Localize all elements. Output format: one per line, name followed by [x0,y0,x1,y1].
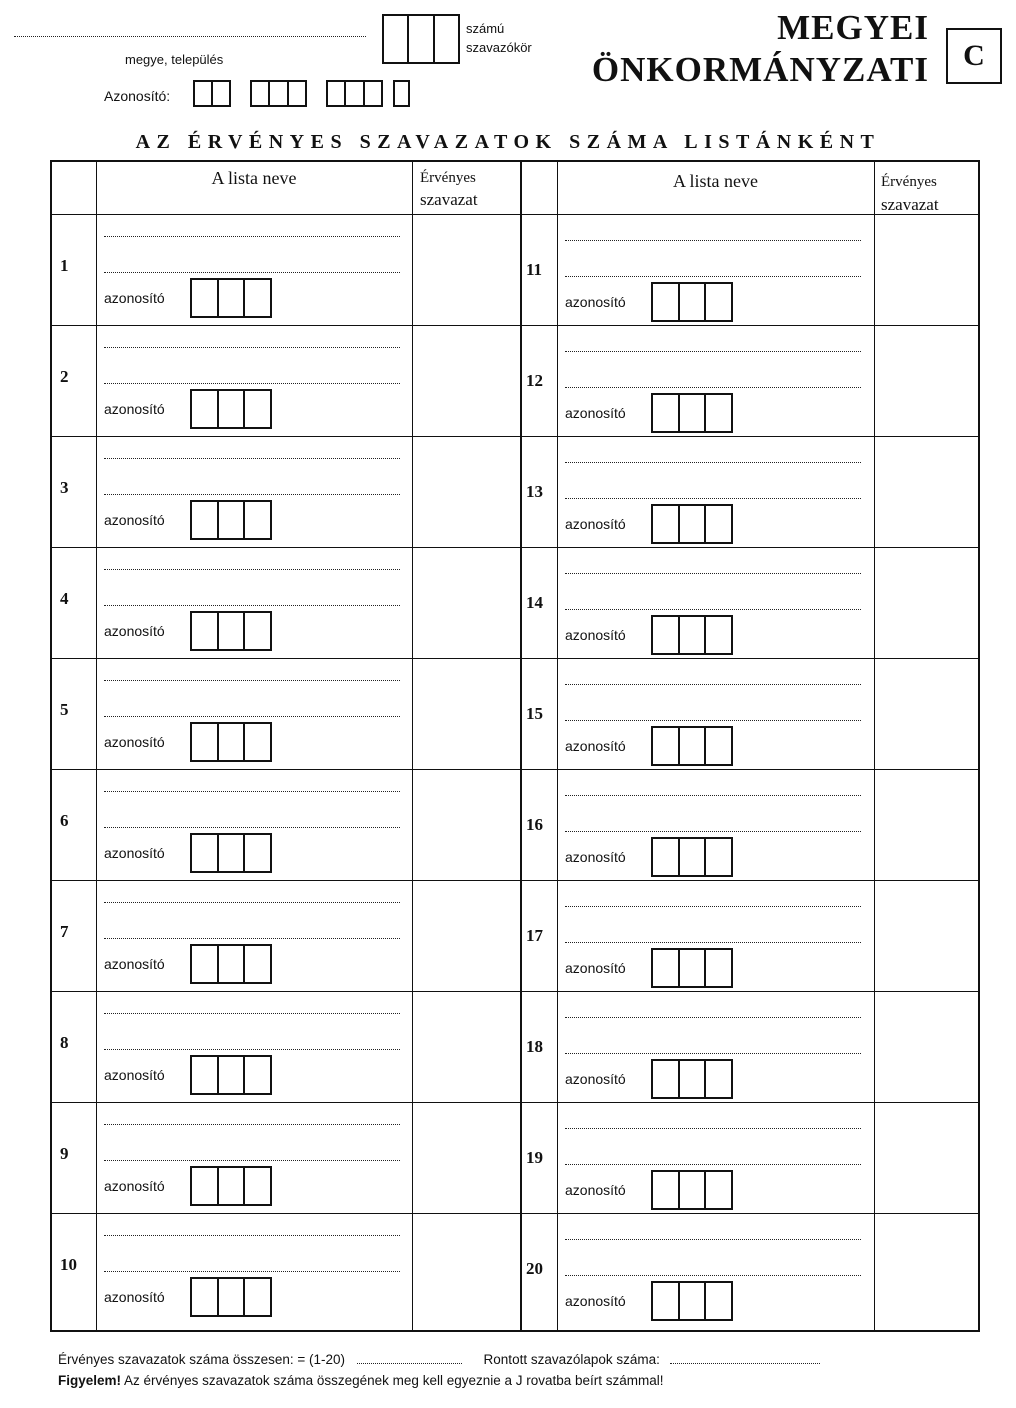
list-identifier-label: azonosító [104,845,165,861]
col-line [412,162,413,1330]
list-name-line-2[interactable] [565,498,861,499]
list-name-line-2[interactable] [104,494,400,495]
list-name-line-1[interactable] [104,236,400,237]
list-name-line-2[interactable] [104,716,400,717]
row-line [52,1213,978,1214]
valid-votes-cell[interactable] [876,882,978,989]
identifier-boxes-group4[interactable] [393,80,410,107]
list-identifier-label: azonosító [565,1293,626,1309]
identifier-boxes-group1[interactable] [193,80,231,107]
col-line [874,162,875,1330]
valid-votes-cell[interactable] [414,438,518,545]
list-identifier-boxes[interactable] [651,948,733,988]
valid-header-left-2: szavazat [420,190,478,209]
row-line [52,436,978,437]
list-identifier-label: azonosító [104,1289,165,1305]
list-name-header-right: A lista neve [673,171,758,191]
list-identifier-boxes[interactable] [651,1059,733,1099]
section-title: AZ ÉRVÉNYES SZAVAZATOK SZÁMA LISTÁNKÉNT [135,131,881,153]
list-identifier-label: azonosító [565,1182,626,1198]
polling-district-label: szavazókör [466,40,532,55]
row-number: 4 [60,589,69,608]
valid-header-right-2: szavazat [881,195,939,214]
list-identifier-label: azonosító [565,516,626,532]
list-identifier-boxes[interactable] [651,1170,733,1210]
row-number: 14 [526,593,543,612]
list-name-line-2[interactable] [565,1275,861,1276]
row-line [52,325,978,326]
list-identifier-label: azonosító [104,401,165,417]
valid-votes-cell[interactable] [414,771,518,878]
list-identifier-boxes[interactable] [651,726,733,766]
list-identifier-label: azonosító [565,738,626,754]
form-letter-badge: C [946,28,1002,84]
list-name-line-1[interactable] [565,906,861,907]
list-identifier-label: azonosító [565,1071,626,1087]
list-identifier-label: azonosító [104,512,165,528]
list-name-line-2[interactable] [104,605,400,606]
row-number: 16 [526,815,543,834]
row-number: 20 [526,1259,543,1278]
list-name-line-1[interactable] [104,1124,400,1125]
list-name-line-2[interactable] [104,1160,400,1161]
list-name-line-1[interactable] [565,684,861,685]
list-identifier-label: azonosító [104,734,165,750]
list-identifier-boxes[interactable] [651,615,733,655]
list-identifier-boxes[interactable] [190,1277,272,1317]
spoiled-ballots-label: Rontott szavazólapok száma: [483,1352,660,1367]
valid-votes-cell[interactable] [876,1215,978,1322]
county-settlement-field[interactable] [14,36,366,37]
row-number: 9 [60,1144,69,1163]
title-line2: ÖNKORMÁNYZATI [591,50,929,89]
list-name-line-1[interactable] [565,351,861,352]
row-number: 19 [526,1148,543,1167]
valid-votes-cell[interactable] [414,993,518,1100]
valid-votes-cell[interactable] [876,327,978,434]
list-identifier-boxes[interactable] [190,278,272,318]
list-identifier-label: azonosító [104,1067,165,1083]
list-name-line-1[interactable] [104,1235,400,1236]
list-name-line-2[interactable] [104,1271,400,1272]
identifier-boxes-group2[interactable] [250,80,307,107]
list-name-line-1[interactable] [565,1239,861,1240]
list-identifier-boxes[interactable] [651,837,733,877]
row-number: 2 [60,367,69,386]
col-line [557,162,558,1330]
list-name-line-2[interactable] [565,387,861,388]
list-name-line-1[interactable] [104,902,400,903]
warning-text: Az érvényes szavazatok száma összegének meg kell egyeznie a J rovatba beírt számmal! [124,1373,664,1388]
list-name-line-2[interactable] [104,272,400,273]
list-name-line-1[interactable] [104,791,400,792]
list-name-line-2[interactable] [565,831,861,832]
list-name-line-1[interactable] [104,680,400,681]
row-number: 7 [60,922,69,941]
valid-votes-cell[interactable] [414,882,518,989]
list-name-line-1[interactable] [104,458,400,459]
list-identifier-boxes[interactable] [190,833,272,873]
list-name-line-1[interactable] [104,347,400,348]
valid-votes-table [50,160,980,1332]
list-name-line-1[interactable] [565,462,861,463]
list-name-line-2[interactable] [565,276,861,277]
valid-votes-cell[interactable] [876,549,978,656]
valid-votes-cell[interactable] [876,993,978,1100]
row-line [52,658,978,659]
polling-district-number-boxes[interactable] [382,14,460,64]
list-identifier-boxes[interactable] [190,1055,272,1095]
list-name-line-1[interactable] [104,1013,400,1014]
row-line [52,769,978,770]
list-identifier-boxes[interactable] [651,393,733,433]
list-identifier-boxes[interactable] [190,500,272,540]
row-line [52,214,978,215]
valid-header-right-1: Érvényes [881,174,937,190]
identifier-boxes-group3[interactable] [326,80,383,107]
list-identifier-label: azonosító [565,627,626,643]
list-identifier-boxes[interactable] [651,1281,733,1321]
list-name-line-2[interactable] [565,1164,861,1165]
valid-header-left-1: Érvényes [420,170,476,186]
list-identifier-boxes[interactable] [190,1166,272,1206]
list-name-line-1[interactable] [104,569,400,570]
col-line [96,162,97,1330]
spoiled-ballots-field[interactable] [670,1363,820,1364]
list-identifier-label: azonosító [565,960,626,976]
row-number: 1 [60,256,69,275]
row-number: 6 [60,811,69,830]
total-valid-votes-line [58,1352,820,1367]
county-settlement-label: megye, település [125,52,224,67]
valid-votes-cell[interactable] [876,771,978,878]
list-name-line-1[interactable] [565,240,861,241]
row-number: 17 [526,926,543,945]
row-line [52,991,978,992]
list-identifier-label: azonosító [104,1178,165,1194]
valid-votes-cell[interactable] [876,660,978,767]
valid-votes-cell[interactable] [414,327,518,434]
list-identifier-label: azonosító [565,849,626,865]
valid-votes-cell[interactable] [414,549,518,656]
row-number: 15 [526,704,543,723]
title-line1: MEGYEI [777,8,929,47]
row-number: 13 [526,482,543,501]
col-line [520,162,522,1330]
row-number: 12 [526,371,543,390]
list-identifier-boxes[interactable] [651,282,733,322]
list-name-line-2[interactable] [104,827,400,828]
list-identifier-boxes[interactable] [190,944,272,984]
warning-line [58,1373,664,1388]
list-name-line-2[interactable] [565,609,861,610]
row-number: 3 [60,478,69,497]
valid-votes-cell[interactable] [876,216,978,323]
row-number: 10 [60,1255,77,1274]
list-name-line-1[interactable] [565,1128,861,1129]
row-number: 11 [526,260,543,279]
list-identifier-label: azonosító [104,623,165,639]
list-identifier-label: azonosító [104,290,165,306]
list-identifier-label: azonosító [565,294,626,310]
row-line [52,1102,978,1103]
row-line [52,547,978,548]
list-identifier-boxes[interactable] [190,611,272,651]
valid-votes-cell[interactable] [414,1215,518,1322]
list-identifier-boxes[interactable] [651,504,733,544]
identifier-label: Azonosító: [104,88,171,104]
row-number: 8 [60,1033,69,1052]
list-name-line-2[interactable] [565,720,861,721]
valid-votes-cell[interactable] [876,438,978,545]
list-name-line-1[interactable] [565,1017,861,1018]
list-identifier-boxes[interactable] [190,722,272,762]
list-name-line-1[interactable] [565,573,861,574]
warning-bold: Figyelem! [58,1373,122,1388]
list-name-line-2[interactable] [104,938,400,939]
valid-votes-cell[interactable] [414,216,518,323]
total-valid-votes-field[interactable] [357,1363,462,1364]
row-number: 18 [526,1037,543,1056]
list-identifier-label: azonosító [104,956,165,972]
list-name-line-2[interactable] [104,383,400,384]
list-name-header-left: A lista neve [211,168,297,188]
valid-votes-cell[interactable] [876,1104,978,1211]
list-identifier-label: azonosító [565,405,626,421]
list-name-line-2[interactable] [565,1053,861,1054]
row-line [52,880,978,881]
total-valid-votes-label: Érvényes szavazatok száma összesen: = (1-20) [58,1352,346,1367]
list-identifier-boxes[interactable] [190,389,272,429]
row-number: 5 [60,700,69,719]
numbered-label: számú [466,21,505,36]
valid-votes-cell[interactable] [414,1104,518,1211]
list-name-line-2[interactable] [565,942,861,943]
list-name-line-2[interactable] [104,1049,400,1050]
list-name-line-1[interactable] [565,795,861,796]
valid-votes-cell[interactable] [414,660,518,767]
